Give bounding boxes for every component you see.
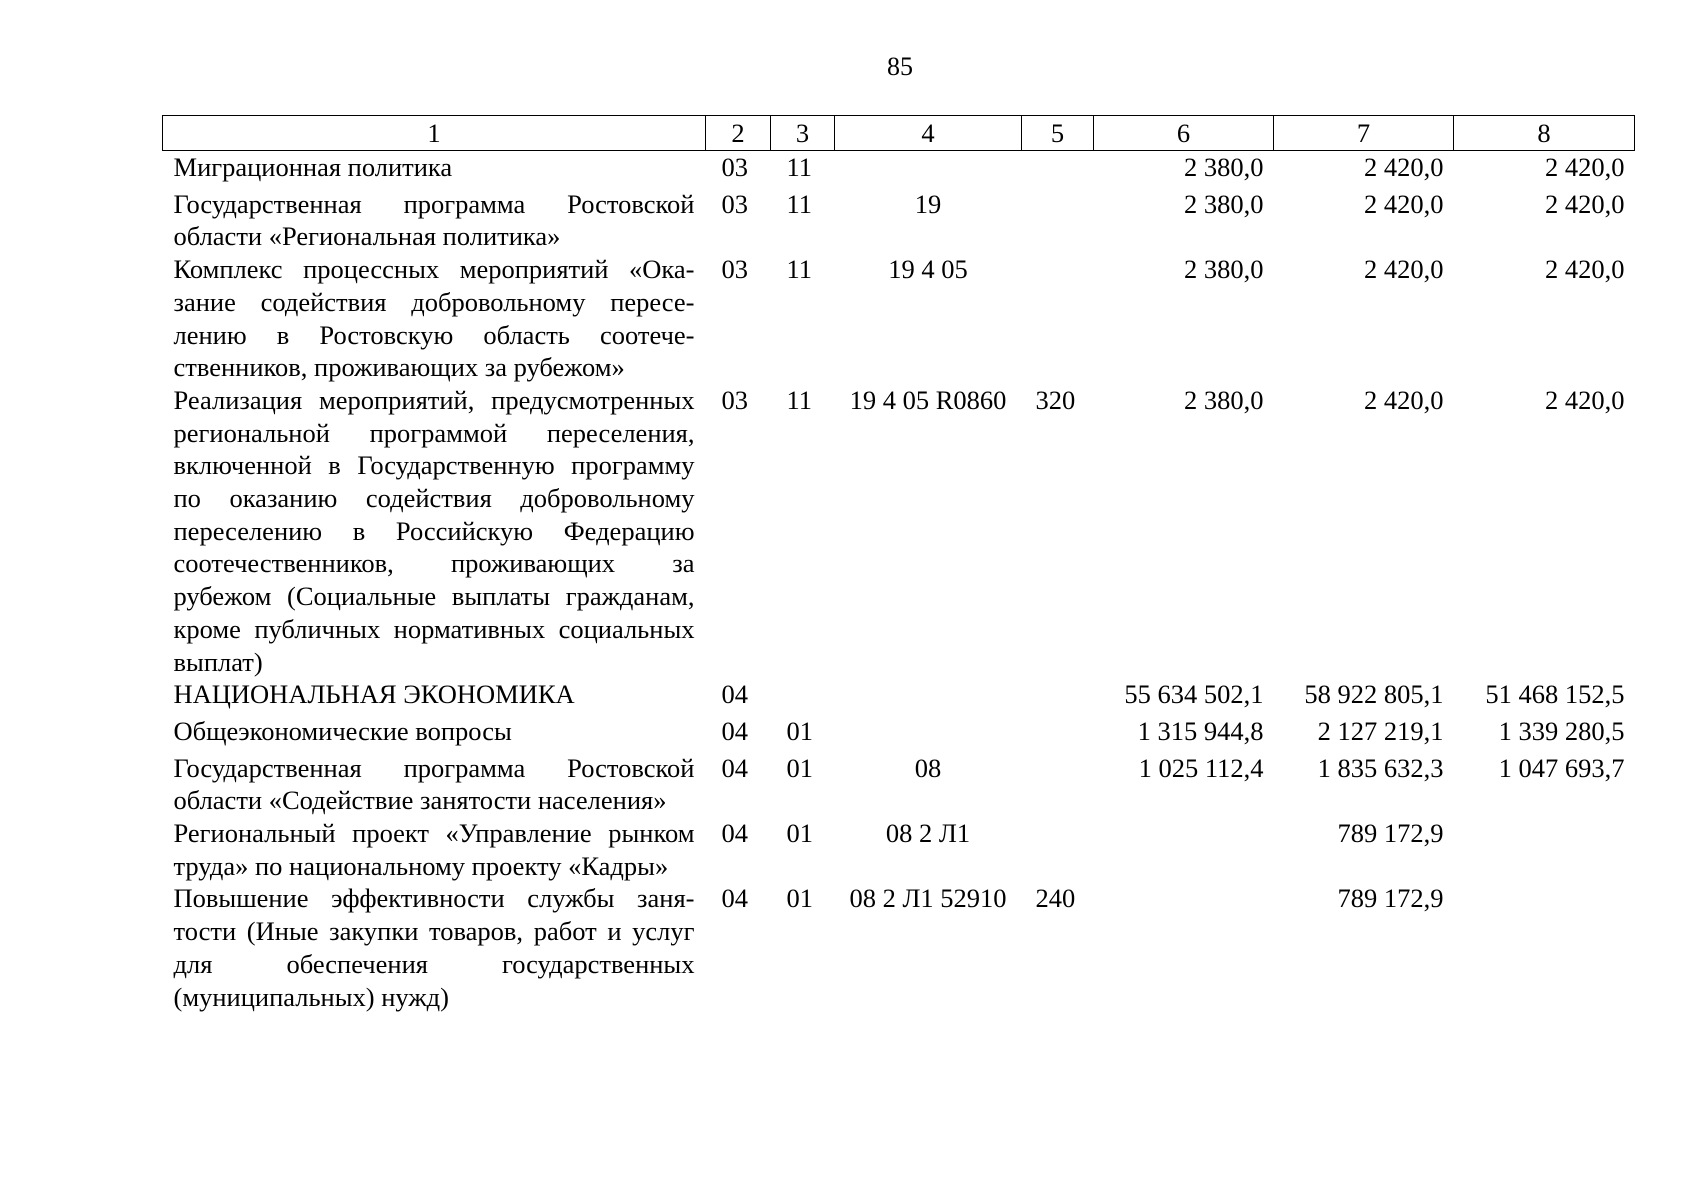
row-value-6: 2 380,0 [1184,254,1264,285]
row-subsection-code: 01 [786,818,813,849]
row-expense-type [1022,184,1094,253]
row-value-6: 2 380,0 [1184,188,1264,219]
row-subsection-code: 01 [786,715,813,746]
row-subsection-code: 11 [786,152,813,182]
table-body [163,151,1635,1014]
row-expense-type [1022,711,1094,748]
row-target-code [835,678,1022,711]
row-name: Миграционная политика [173,152,453,182]
row-value-6: 55 634 502,1 [1124,679,1264,710]
header-col-4: 4 [835,116,1022,151]
header-col-3: 3 [771,116,835,151]
row-subsection-code: 11 [786,254,813,285]
row-name: Комплекс процессных мероприятий «Оказание содействия добровольному переселению в Ростовскую область соотечественников, проживающих за рубежом» [173,254,695,383]
header-col-7: 7 [1274,116,1454,151]
row-value-8: 1 047 693,7 [1498,752,1625,783]
row-value-8: 2 420,0 [1545,152,1625,182]
row-value-8 [1454,817,1635,882]
row-section-code: 04 [721,818,748,849]
row-value-7: 2 420,0 [1364,254,1444,285]
table-row [163,151,1635,184]
row-name: Государственная программа Ростовской области «Содействие занятости населения» [173,752,695,816]
page-number: 85 [887,52,913,81]
row-section-code: 04 [721,715,748,746]
row-value-6 [1094,882,1274,1013]
row-value-6: 1 025 112,4 [1138,752,1264,783]
row-value-7: 789 172,9 [1337,818,1444,849]
row-expense-type [1022,817,1094,882]
row-section-code: 04 [721,752,748,783]
row-subsection-code: 11 [786,384,813,415]
row-name: НАЦИОНАЛЬНАЯ ЭКОНОМИКА [173,679,575,710]
header-col-1: 1 [163,116,706,151]
row-name: Региональный проект «Управление рынком труда» по национальному проекту «Кадры» [173,818,695,881]
row-value-8: 51 468 152,5 [1485,679,1625,710]
row-value-6: 1 315 944,8 [1137,715,1264,746]
row-expense-type [1022,151,1094,184]
row-target-code: 08 [914,752,942,783]
row-value-8: 1 339 280,5 [1498,715,1625,746]
row-value-7: 2 127 219,1 [1317,715,1444,746]
row-target-code [835,151,1022,184]
row-target-code: 19 4 05 [888,254,968,285]
table-row [163,817,1635,882]
table-row [163,253,1635,384]
row-subsection-code [771,678,835,711]
row-section-code: 03 [721,254,748,285]
table-row [163,748,1635,817]
row-value-6 [1094,817,1274,882]
row-value-7: 1 835 632,3 [1317,752,1444,783]
row-value-7: 2 420,0 [1364,188,1444,219]
row-section-code: 03 [721,188,748,219]
row-target-code: 08 2 Л1 [885,818,971,849]
row-name: Повышение эффективности службы занятости (Иные закупки товаров, работ и услуг для обеспечения государственных (муниципальных) нужд) [173,883,695,1012]
row-subsection-code: 01 [786,883,813,914]
row-value-8 [1454,882,1635,1013]
row-value-7: 2 420,0 [1364,152,1444,182]
row-value-7: 2 420,0 [1364,384,1444,415]
row-subsection-code: 11 [786,188,813,219]
table-row [163,184,1635,253]
row-target-code [835,711,1022,748]
row-section-code: 04 [721,883,748,914]
row-target-code: 08 2 Л1 52910 [849,883,1007,914]
table-row [163,678,1635,711]
budget-table [162,115,1635,1013]
row-expense-type: 320 [1035,384,1076,415]
row-section-code: 04 [721,679,748,710]
row-value-8: 2 420,0 [1545,188,1625,219]
row-target-code: 19 [914,188,942,219]
row-target-code: 19 4 05 R0860 [849,384,1007,415]
row-name: Общеэкономические вопросы [173,715,512,746]
row-value-8: 2 420,0 [1545,254,1625,285]
row-expense-type [1022,748,1094,817]
table-header [163,116,1635,151]
row-subsection-code: 01 [786,752,813,783]
row-value-8: 2 420,0 [1545,384,1625,415]
table-row [163,882,1635,1013]
row-name: Государственная программа Ростовской области «Региональная политика» [173,188,695,252]
row-expense-type: 240 [1035,883,1076,914]
row-section-code: 03 [721,152,748,182]
table-row [163,384,1635,678]
header-col-6: 6 [1094,116,1274,151]
row-value-7: 58 922 805,1 [1304,679,1444,710]
row-expense-type [1022,678,1094,711]
row-value-6: 2 380,0 [1184,152,1264,182]
row-name: Реализация мероприятий, предусмотренных региональной программой переселения, включенной в Государственную программу по оказанию содействия добровольному переселению в Российскую Федерацию соотечественников, проживающих за рубежом (Социальные выплаты гражданам, кроме публичных нормативных социальных выплат) [173,384,695,677]
row-section-code: 03 [721,384,748,415]
table-row [163,711,1635,748]
header-row [163,116,1635,151]
row-expense-type [1022,253,1094,384]
row-value-6: 2 380,0 [1184,384,1264,415]
header-col-5: 5 [1022,116,1094,151]
row-value-7: 789 172,9 [1337,883,1444,914]
header-col-8: 8 [1454,116,1635,151]
header-col-2: 2 [706,116,771,151]
